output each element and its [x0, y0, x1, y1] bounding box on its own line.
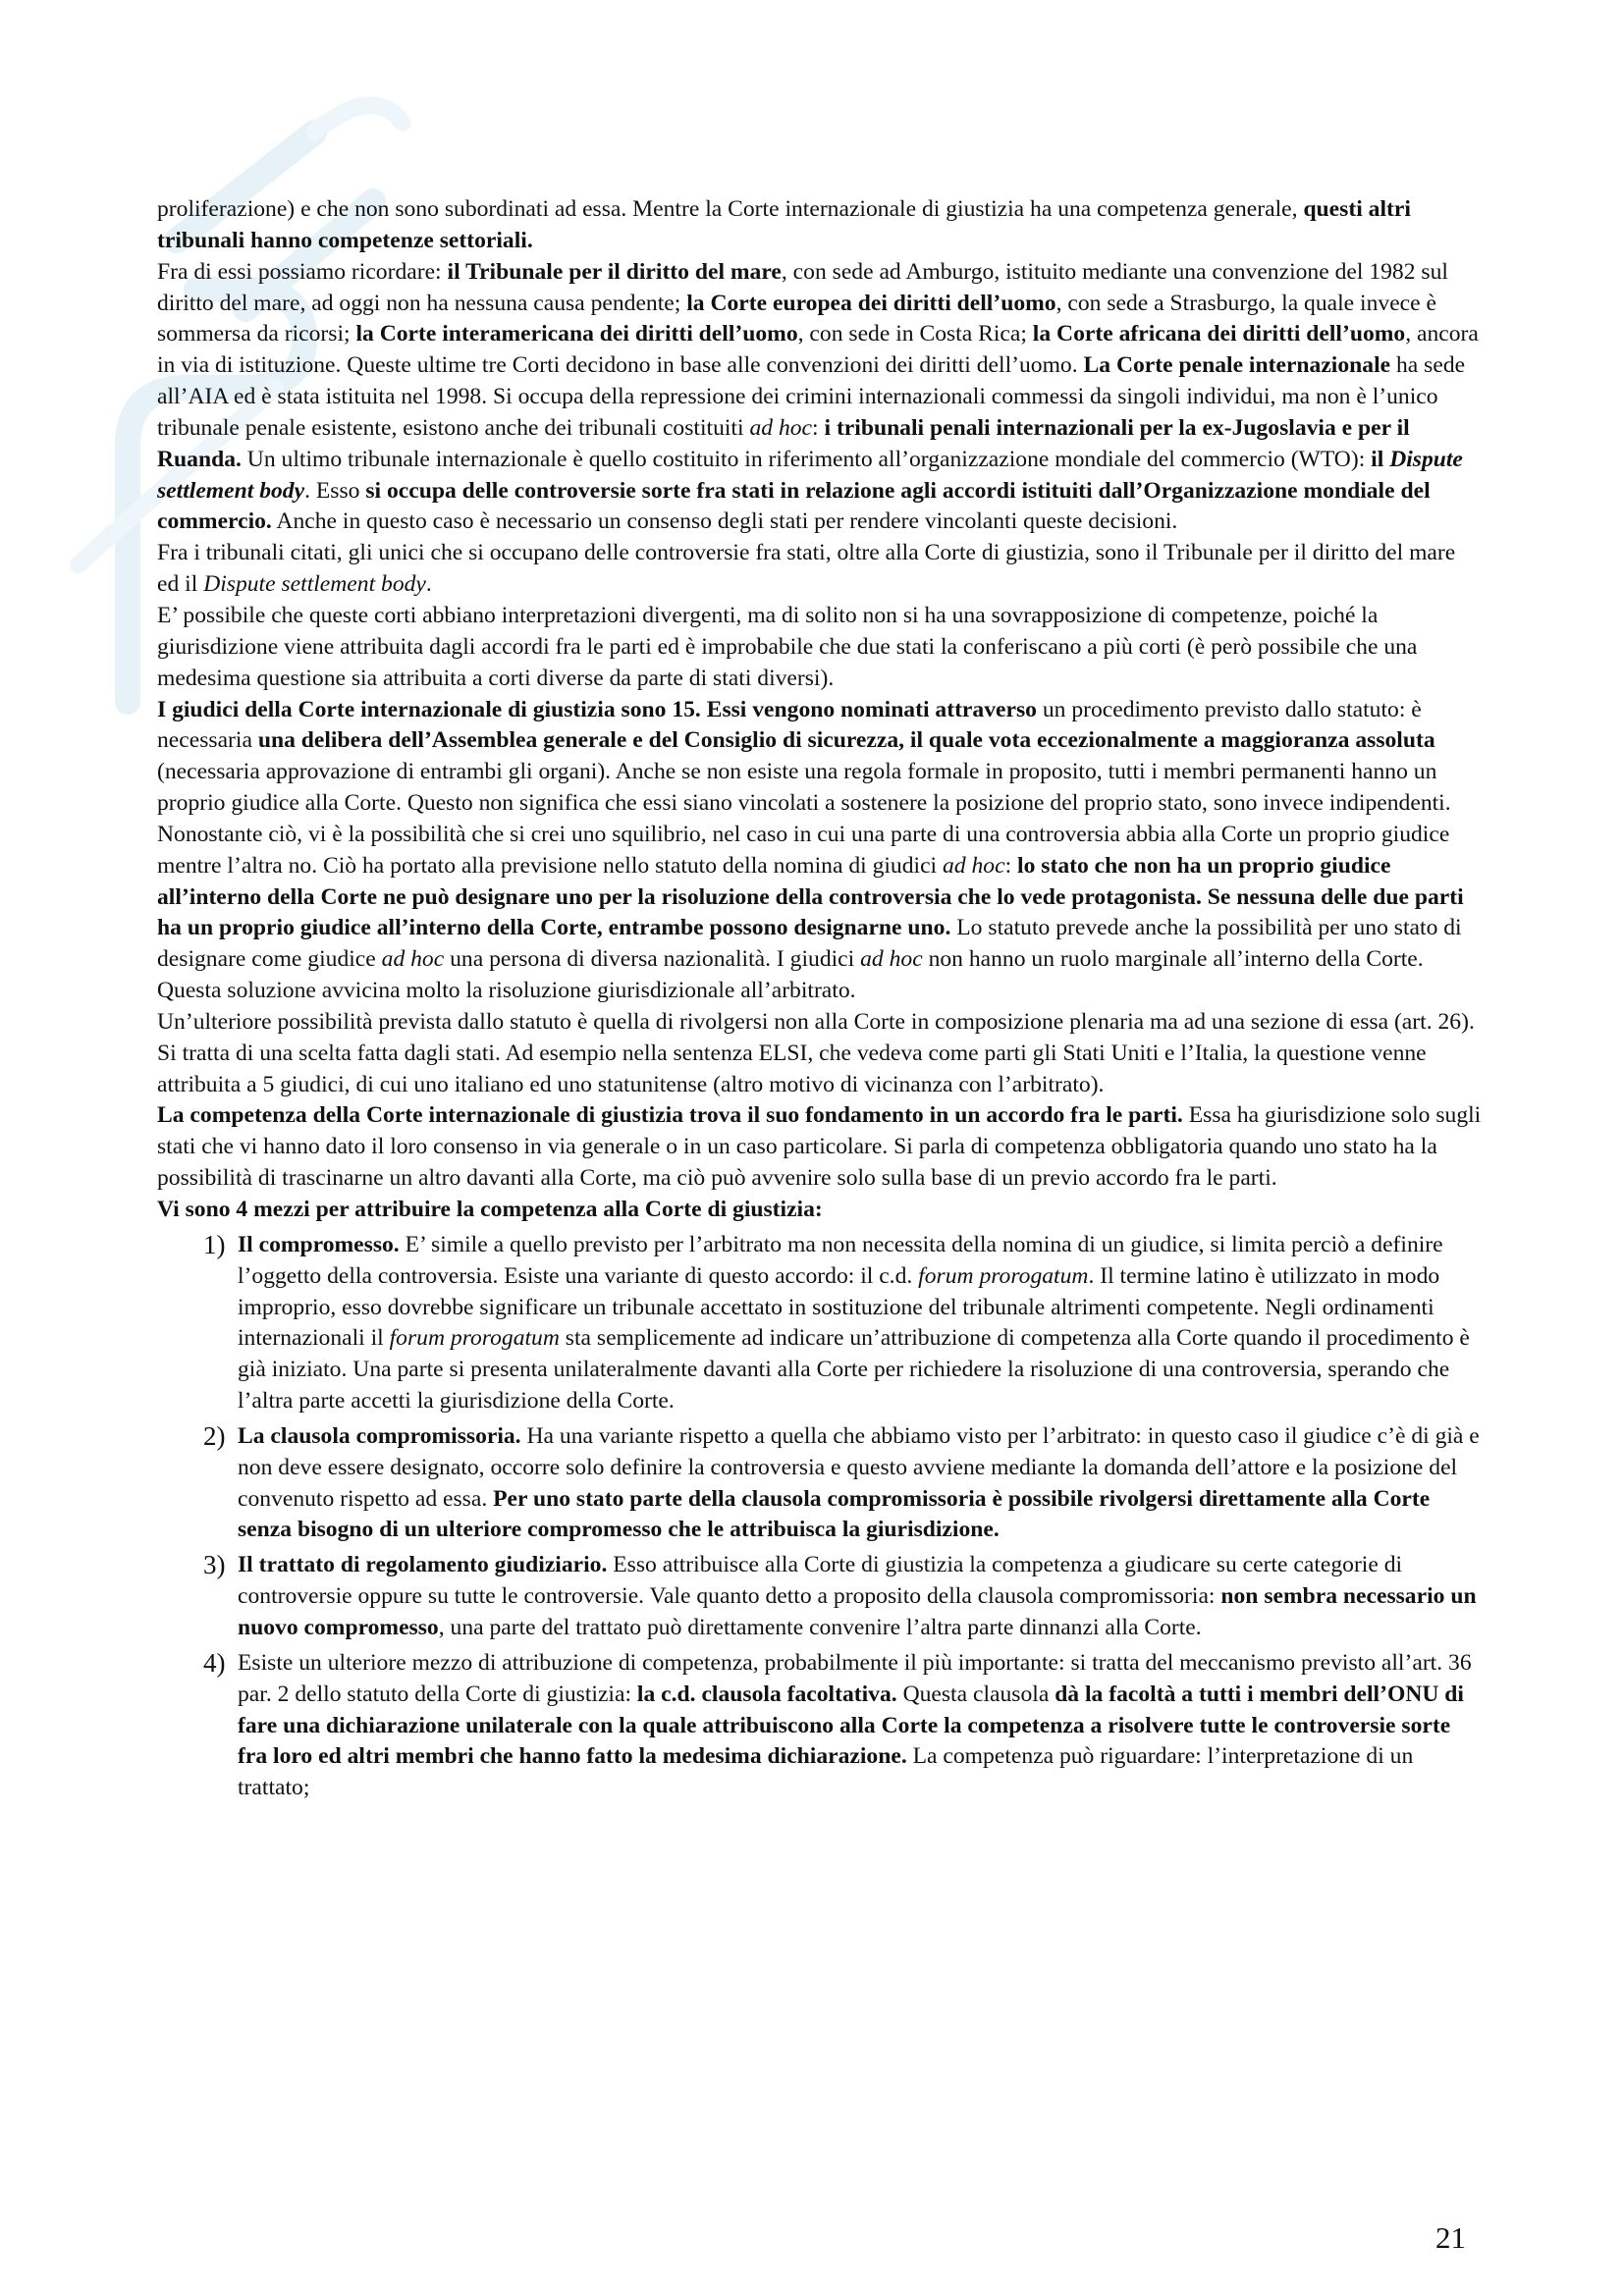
paragraph — [157, 194, 1483, 257]
text-segment: la Corte africana dei diritti dell’uomo — [1032, 321, 1406, 347]
text-segment: forum prorogatum — [918, 1262, 1089, 1289]
text-segment: il — [1371, 446, 1390, 472]
text-segment: ha sede all’AIA ed è stata istituita nel 1998. Si occupa della repressione dei crimini internazionali commessi da singoli individui, ma non è l’unico tribunale penale esistente, esistono anche dei tribunali costituiti — [157, 352, 1466, 441]
text-segment: , ancora in via di istituzione. Queste ultime tre Corti decidono in base alle convenzioni dei diritti dell’uomo. — [157, 321, 1479, 379]
list-item — [157, 1550, 1483, 1644]
text-segment: forum prorogatum — [389, 1325, 560, 1352]
list-item — [157, 1421, 1483, 1546]
text-segment: . Esso — [304, 477, 366, 504]
text-segment: , con sede ad Amburgo, istituito mediante una convenzione del 1982 sul diritto del mare, ad oggi non ha nessuna causa pendente; — [157, 258, 1448, 316]
text-segment: si occupa delle controversie sorte fra stati in relazione agli accordi istituiti dall’Organizzazione mondiale del commercio. — [157, 477, 1431, 535]
text-segment: Essa ha giurisdizione solo sugli stati che vi hanno dato il loro consenso in via generale o in un caso particolare. Si parla di competenza obbligatoria quando uno stato ha la possibilità di trascinarne un altro davanti alla Corte, ma ciò può avvenire solo sulla base di un previo accordo fra le parti. — [157, 1102, 1482, 1192]
text-segment: proliferazione) e che non sono subordinati ad essa. Mentre la Corte internazionale di giustizia ha una competenza generale, — [157, 196, 1304, 222]
text-segment: Fra di essi possiamo ricordare: — [157, 258, 448, 285]
text-segment: Un ultimo tribunale internazionale è quello costituito in riferimento all’organizzazione mondiale del commercio (WTO): — [241, 446, 1372, 472]
text-segment: , con sede a Strasburgo, la quale invece è sommersa da ricorsi; — [157, 290, 1436, 347]
text-segment: il Tribunale per il diritto del mare — [447, 258, 782, 285]
text-segment: Un’ulteriore possibilità prevista dallo statuto è quella di rivolgersi non alla Corte in composizione plenaria ma ad una sezione di essa (art. 26). Si tratta di una scelta fatta dagli stati. Ad esempio nella sentenza ELSI, che vedeva come parti gli Stati Uniti e l’Italia, la questione venne attribuita a 5 giudici, di cui uno italiano ed uno statunitense (altro motivo di vicinanza con l’arbitrato). — [157, 1008, 1475, 1097]
text-segment: . Il termine latino è utilizzato in modo improprio, esso dovrebbe significare un tribunale accettato in sostituzione del tribunale altrimenti competente. Negli ordinamenti internazionali il — [238, 1262, 1440, 1352]
paragraph — [157, 601, 1483, 695]
text-segment: una persona di diversa nazionalità. I giudici — [444, 946, 861, 973]
text-segment: lo stato che non ha un proprio giudice all’interno della Corte ne può designare uno per la risoluzione della controversia che lo vede protagonista. Se nessuna delle due parti ha un proprio giudice all’interno della Corte, entrambe possono designarne uno. — [157, 852, 1464, 941]
text-segment: ad hoc — [749, 414, 813, 441]
text-segment: Vi sono 4 mezzi per attribuire la competenza alla Corte di giustizia: — [157, 1197, 823, 1222]
list-item-number: 3) — [203, 1550, 226, 1580]
text-segment: , con sede in Costa Rica; — [797, 321, 1033, 347]
text-segment: sta semplicemente ad indicare un’attribuzione di competenza alla Corte quando il procedimento è già iniziato. Una parte si presenta unilateralmente davanti alla Corte per richiedere la risoluzione di una controversia, sperando che l’altra parte accetti la giurisdizione della Corte. — [238, 1325, 1470, 1415]
text-segment: , una parte del trattato può direttamente convenire l’altra parte dinnanzi alla Corte. — [438, 1614, 1202, 1640]
text-segment: ad hoc — [943, 852, 1005, 879]
text-segment: Per uno stato parte della clausola compromissoria è possibile rivolgersi direttamente alla Corte senza bisogno di un ulteriore compromesso che le attribuisca la giurisdizione. — [238, 1485, 1431, 1543]
text-segment: ad hoc — [860, 946, 923, 973]
paragraph — [157, 1195, 1483, 1226]
text-segment: Anche in questo caso è necessario un consenso degli stati per rendere vincolanti queste decisioni. — [271, 508, 1178, 535]
text-segment: La competenza della Corte internazionale di giustizia trova il suo fondamento in un accordo fra le parti. — [157, 1102, 1183, 1129]
list-item — [157, 1648, 1483, 1804]
text-segment: una delibera dell’Assemblea generale e del Consiglio di sicurezza, il quale vota eccezionalmente a maggioranza assoluta — [257, 727, 1435, 754]
text-segment: Lo statuto prevede anche la possibilità per uno stato di designare come giudice — [157, 915, 1462, 973]
text-segment: Esso attribuisce alla Corte di giustizia la competenza a giudicare su certe categorie di controversie oppure su tutte le controversie. Vale quanto detto a proposito della clausola compromissoria: — [238, 1552, 1403, 1610]
text-segment: (necessaria approvazione di entrambi gli organi). Anche se non esiste una regola formale in proposito, tutti i membri permanenti hanno un proprio giudice alla Corte. Questo non significa che essi siano vincolati a sostenere la posizione del proprio stato, sono invece indipendenti. Nonostante ciò, vi è la possibilità che si crei uno squilibrio, nel caso in cui una parte di una controversia abbia alla Corte un proprio giudice mentre l’altra no. Ciò ha portato alla previsione nello statuto della nomina di giudici — [157, 759, 1451, 879]
text-segment: Fra i tribunali citati, gli unici che si occupano delle controversie fra stati, oltre alla Corte di giustizia, sono il Tribunale per il diritto del mare ed il — [157, 540, 1456, 598]
paragraph — [157, 257, 1483, 539]
text-segment: Esiste un ulteriore mezzo di attribuzione di competenza, probabilmente il più importante: si tratta del meccanismo previsto all’art. 36 par. 2 dello statuto della Corte di giustizia: — [238, 1649, 1472, 1707]
text-segment: questi altri tribunali hanno competenze settoriali. — [157, 196, 1411, 253]
text-segment: dà la facoltà a tutti i membri dell’ONU di fare una dichiarazione unilaterale con la quale attribuiscono alla Corte la competenza a risolvere tutte le controversie sorte fra loro ed altri membri che hanno fatto la medesima dichiarazione. — [238, 1681, 1464, 1770]
list-item — [157, 1230, 1483, 1417]
text-segment: La clausola compromissoria. — [238, 1422, 521, 1449]
means-list — [157, 1230, 1483, 1804]
list-item-number: 1) — [203, 1229, 226, 1259]
text-segment: un procedimento previsto dallo statuto: è necessaria — [157, 696, 1422, 754]
paragraph — [157, 695, 1483, 1007]
list-item-number: 4) — [203, 1647, 226, 1678]
document-page — [157, 194, 1483, 1804]
paragraph — [157, 1100, 1483, 1195]
text-segment: ad hoc — [381, 946, 445, 973]
page-number: 21 — [1435, 2220, 1466, 2255]
text-segment: I giudici della Corte internazionale di giustizia sono 15. Essi vengono nominati attraverso — [157, 696, 1037, 722]
text-segment: la Corte interamericana dei diritti dell’uomo — [355, 321, 798, 347]
text-segment: Il compromesso. — [238, 1231, 400, 1257]
text-segment: Il trattato di regolamento giudiziario. — [238, 1552, 608, 1578]
text-segment: non sembra necessario un nuovo compromesso — [238, 1583, 1477, 1640]
list-item-number: 2) — [203, 1420, 226, 1451]
text-segment: Dispute settlement body — [157, 446, 1463, 504]
text-segment: Ha una variante rispetto a quella che abbiamo visto per l’arbitrato: in questo caso il giudice c’è di già e non deve essere designato, occorre solo definire la controversia e questo avviene mediante la domanda dell’attore e la posizione del convenuto rispetto ad essa. — [238, 1422, 1480, 1512]
paragraph — [157, 538, 1483, 601]
text-segment: la c.d. clausola facoltativa. — [636, 1681, 897, 1707]
text-segment: non hanno un ruolo marginale all’interno della Corte. Questa soluzione avvicina molto la risoluzione giurisdizionale all’arbitrato. — [157, 946, 1424, 1004]
body-text — [157, 194, 1483, 1226]
text-segment: . — [425, 571, 432, 598]
text-segment: E’ possibile che queste corti abbiano interpretazioni divergenti, ma di solito non si ha una sovrapposizione di competenze, poiché la giurisdizione viene attribuita dagli accordi fra le parti ed è improbabile che due stati la conferiscano a più corti (è però possibile che una medesima questione sia attribuita a corti diverse da parte di stati diversi). — [157, 602, 1418, 691]
text-segment: : — [1004, 852, 1018, 879]
text-segment: Questa clausola — [896, 1681, 1055, 1707]
text-segment: i tribunali penali internazionali per la ex-Jugoslavia e per il Ruanda. — [157, 414, 1410, 472]
text-segment: Dispute settlement body — [203, 571, 426, 598]
text-segment: La Corte penale internazionale — [1083, 352, 1391, 379]
text-segment: La competenza può riguardare: l’interpretazione di un trattato; — [238, 1743, 1414, 1801]
text-segment: la Corte europea dei diritti dell’uomo — [686, 290, 1056, 316]
paragraph — [157, 1007, 1483, 1101]
text-segment: : — [812, 414, 825, 441]
text-segment: E’ simile a quello previsto per l’arbitrato ma non necessita della nomina di un giudice, si limita perciò a definire l’oggetto della controversia. Esiste una variante di questo accordo: il c.d. — [238, 1231, 1443, 1289]
